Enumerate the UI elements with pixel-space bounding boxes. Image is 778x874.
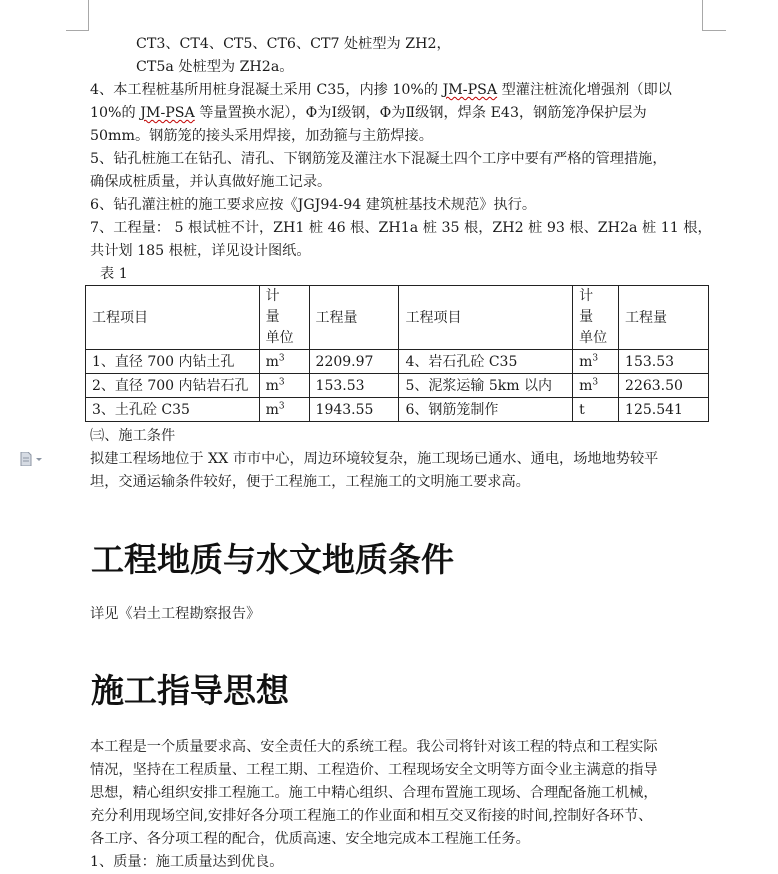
- text-line: CT5a 处桩型为 ZH2a。: [136, 59, 294, 75]
- cell-qty: 153.53: [309, 374, 399, 398]
- text-line: [90, 102, 710, 125]
- cell-unit: [573, 398, 619, 422]
- header-unit-line1: 计 量: [265, 288, 288, 325]
- cell-item: 1、直径 700 内钻土孔: [86, 350, 260, 374]
- cell-qty: 1943.55: [309, 398, 399, 422]
- header-unit: [259, 286, 309, 350]
- header-item: 工程项目: [399, 286, 573, 350]
- text-line: 各工序、各分项工程的配合，优质高速、安全地完成本工程施工任务。: [90, 831, 530, 847]
- text-line: 50mm。钢筋笼的接头采用焊接，加劲箍与主筋焊接。: [90, 128, 433, 144]
- cell-item: 5、泥浆运输 5km 以内: [399, 374, 573, 398]
- header-unit-line2: 单位: [579, 330, 608, 346]
- quantity-table: [85, 285, 709, 422]
- crop-mark-right: [702, 0, 704, 30]
- text-run: 10%的: [90, 105, 141, 121]
- unit-sup: 3: [278, 376, 285, 387]
- unit-text: m: [265, 401, 279, 418]
- cell-qty: 125.541: [619, 398, 709, 422]
- cell-qty: 2263.50: [619, 374, 709, 398]
- text-line: 充分利用现场空间,安排好各分项工程施工的作业面和相互交叉衔接的时间,控制好各环节、: [90, 808, 653, 824]
- text-line: [90, 79, 710, 102]
- cell-item: 6、钢筋笼制作: [399, 398, 573, 422]
- text-line: 坦，交通运输条件较好，便于工程施工，工程施工的文明施工要求高。: [90, 474, 530, 490]
- crop-mark-right-h: [702, 30, 726, 31]
- text-line: 思想，精心组织安排工程施工。施工中精心组织、合理布置施工现场、合理配备施工机械，: [90, 785, 658, 801]
- header-unit: [573, 286, 619, 350]
- table-row: [86, 374, 709, 398]
- crop-mark-left-h: [66, 30, 89, 31]
- heading-guiding-ideology: 施工指导思想: [91, 671, 289, 710]
- text-line: 共计划 185 根桩，详见设计图纸。: [90, 243, 311, 259]
- text-line: 7、工程量： 5 根试桩不计，ZH1 桩 46 根、ZH1a 桩 35 根，ZH2 桩 93 根、ZH2a 桩 11 根，: [90, 220, 712, 236]
- section-title-conditions: ㈢、施工条件: [90, 428, 176, 444]
- cell-qty: 2209.97: [309, 350, 399, 374]
- table-caption: 表 1: [100, 266, 128, 282]
- header-unit-line1: 计 量: [579, 288, 602, 325]
- table-row: [86, 398, 709, 422]
- cell-item: 4、岩石孔砼 C35: [399, 350, 573, 374]
- unit-sup: 3: [592, 376, 599, 387]
- unit-text: m: [265, 353, 279, 370]
- unit-sup: 3: [278, 400, 285, 411]
- text-line: CT3、CT4、CT5、CT6、CT7 处桩型为 ZH2，: [136, 36, 451, 52]
- crop-mark-left: [88, 0, 90, 30]
- text-line: 详见《岩土工程勘察报告》: [90, 606, 261, 622]
- text-line: 确保成桩质量，并认真做好施工记录。: [90, 174, 332, 190]
- cell-unit: [259, 374, 309, 398]
- text-run: 等量置换水泥），Φ为Ⅰ级钢，Φ为Ⅱ级钢，焊条 E43，钢筋笼净保护层为: [194, 105, 647, 121]
- text-line: 6、钻孔灌注桩的施工要求应按《JGJ94-94 建筑桩基技术规范》执行。: [90, 197, 537, 213]
- table-row: [86, 350, 709, 374]
- header-qty: 工程量: [619, 286, 709, 350]
- spell-check-word[interactable]: JM-PSA: [442, 82, 498, 98]
- unit-text: t: [579, 401, 585, 418]
- unit-sup: 3: [592, 352, 599, 363]
- header-qty: 工程量: [309, 286, 399, 350]
- table-header-row: [86, 286, 709, 350]
- header-item: 工程项目: [86, 286, 260, 350]
- text-line: 拟建工程场地位于 XX 市市中心，周边环境较复杂，施工现场已通水、通电，场地地势较平: [90, 451, 659, 467]
- header-unit-line2: 单位: [265, 330, 294, 346]
- cell-qty: 153.53: [619, 350, 709, 374]
- cell-unit: [259, 398, 309, 422]
- unit-text: m: [579, 377, 593, 394]
- cell-unit: [573, 350, 619, 374]
- cell-unit: [259, 350, 309, 374]
- text-line: 1、质量：施工质量达到优良。: [90, 854, 284, 870]
- unit-text: m: [579, 353, 593, 370]
- document-options-icon[interactable]: [20, 452, 44, 466]
- text-run: 4、本工程桩基所用桩身混凝土采用 C35，内掺 10%的: [90, 82, 443, 98]
- heading-geology: 工程地质与水文地质条件: [91, 540, 454, 579]
- spell-check-word[interactable]: JM-PSA: [140, 105, 195, 121]
- text-line: 本工程是一个质量要求高、安全责任大的系统工程。我公司将针对该工程的特点和工程实际: [90, 739, 658, 755]
- text-line: 5、钻孔桩施工在钻孔、清孔、下钢筋笼及灌注水下混凝土四个工序中要有严格的管理措施，: [90, 151, 667, 167]
- cell-item: 2、直径 700 内钻岩石孔: [86, 374, 260, 398]
- cell-item: 3、土孔砼 C35: [86, 398, 260, 422]
- cell-unit: [573, 374, 619, 398]
- unit-sup: 3: [278, 352, 285, 363]
- text-line: 情况，坚持在工程质量、工程工期、工程造价、工程现场安全文明等方面令业主满意的指导: [90, 762, 658, 778]
- unit-text: m: [265, 377, 279, 394]
- text-run: 型灌注桩流化增强剂（即以: [497, 82, 672, 98]
